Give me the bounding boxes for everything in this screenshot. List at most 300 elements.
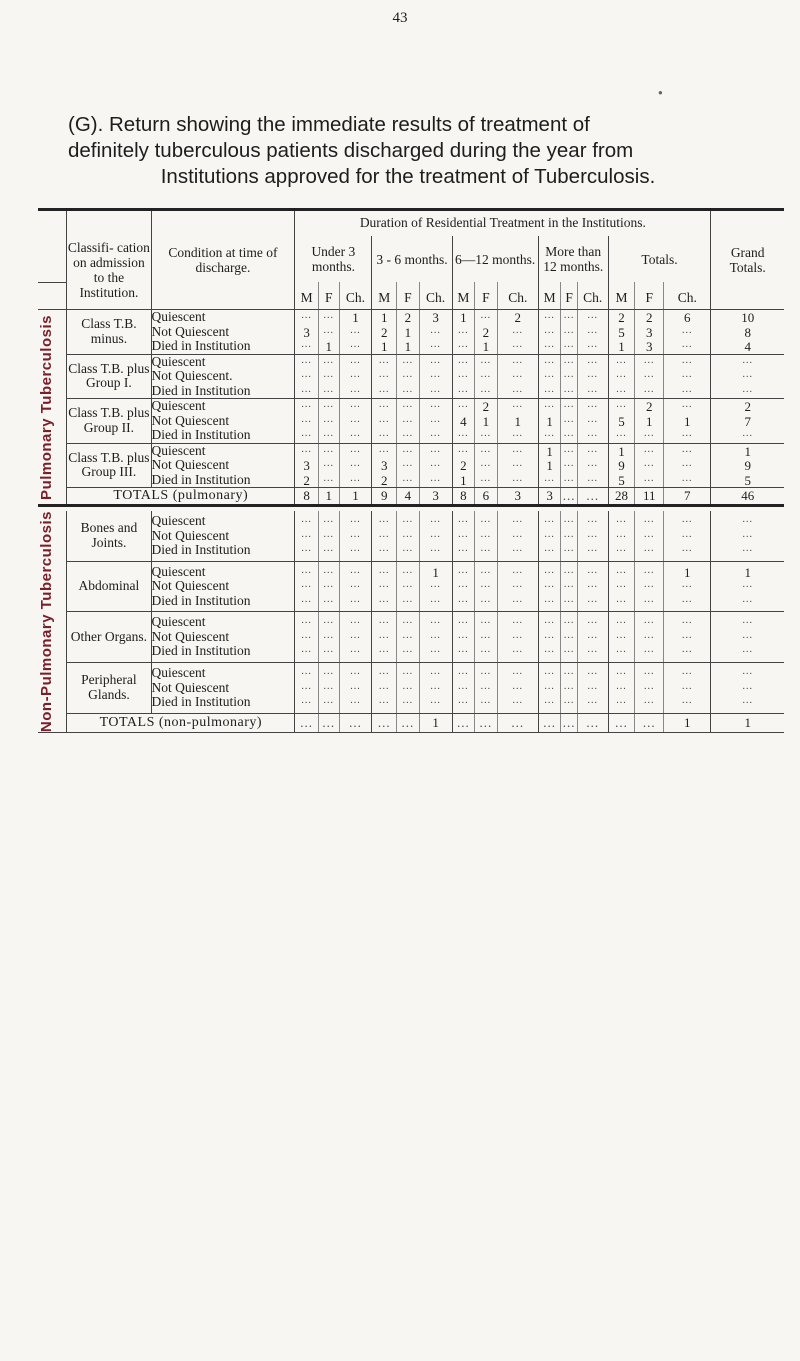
value: ... <box>458 428 469 439</box>
value: ... <box>587 472 598 484</box>
value: ... <box>616 629 627 641</box>
value-cell <box>397 663 420 714</box>
value: ... <box>430 579 441 591</box>
value: ... <box>682 428 693 439</box>
value: ... <box>616 528 627 540</box>
classification-cell: Bones and Joints. <box>67 511 151 561</box>
value-cell <box>608 561 635 612</box>
value: 3 <box>303 458 310 473</box>
value: 1 <box>432 564 439 580</box>
value: 3 <box>645 324 653 340</box>
value: ... <box>480 644 492 656</box>
value: ... <box>301 695 312 707</box>
non-pulmonary-side-label <box>38 511 67 733</box>
value: ... <box>458 514 469 526</box>
value: ... <box>587 514 598 526</box>
value: ... <box>742 514 753 526</box>
results-table <box>38 208 784 733</box>
value: ... <box>643 428 655 439</box>
value: ... <box>350 629 361 641</box>
value-cell <box>372 310 397 355</box>
value: ... <box>323 383 334 395</box>
value: ... <box>430 615 441 627</box>
value: ... <box>563 354 575 366</box>
value: ... <box>742 593 753 605</box>
value: ... <box>643 383 655 395</box>
value: ... <box>616 593 627 605</box>
value: ... <box>430 528 441 540</box>
value: ... <box>480 369 492 380</box>
value: ... <box>643 644 655 656</box>
value-cell <box>295 310 319 355</box>
value: 1 <box>744 564 751 580</box>
value: 1 <box>684 564 691 580</box>
value: ... <box>563 324 575 336</box>
value: ... <box>512 399 524 410</box>
condition-cell <box>151 663 295 714</box>
value-cell <box>295 354 319 399</box>
value: ... <box>616 680 627 692</box>
value-cell <box>372 443 397 488</box>
value: ... <box>682 644 693 656</box>
value-cell <box>419 663 452 714</box>
value: ... <box>350 564 361 576</box>
value: ... <box>587 528 598 540</box>
value: ... <box>402 514 414 526</box>
condition-header: Condition at time of discharge. <box>151 210 295 310</box>
value: ... <box>458 615 469 627</box>
value: ... <box>378 443 390 455</box>
value: ... <box>430 458 441 469</box>
value: ... <box>323 564 334 576</box>
total-value: 1 <box>318 488 339 506</box>
total-value: 1 <box>711 713 784 732</box>
value: 6 <box>684 310 691 325</box>
condition-label: Not Quiescent <box>151 412 230 428</box>
value-cell <box>711 399 784 444</box>
value: ... <box>587 413 598 425</box>
value-cell <box>318 399 339 444</box>
total-value: ... <box>577 713 608 732</box>
value-cell <box>339 511 372 561</box>
value: ... <box>430 680 441 692</box>
value: ... <box>430 413 441 425</box>
value-cell <box>635 354 664 399</box>
total-value: ... <box>608 713 635 732</box>
value: ... <box>458 644 469 656</box>
value: 1 <box>546 413 553 429</box>
total-value: ... <box>339 713 372 732</box>
value: ... <box>480 666 492 678</box>
value-cell <box>635 511 664 561</box>
value: ... <box>682 443 693 455</box>
value: ... <box>402 615 414 627</box>
value-cell <box>452 443 475 488</box>
value: ... <box>512 443 524 455</box>
value: ... <box>587 443 598 455</box>
sex-header: F <box>561 282 577 310</box>
value: ... <box>544 564 555 576</box>
value: ... <box>402 564 414 576</box>
sex-header: F <box>397 282 420 310</box>
value: ... <box>301 644 312 656</box>
table-row <box>38 612 784 663</box>
value: ... <box>742 543 753 555</box>
value: ... <box>480 543 492 555</box>
value: ... <box>350 399 361 410</box>
value: ... <box>301 443 312 455</box>
value: ... <box>480 695 492 707</box>
value: ... <box>682 458 693 469</box>
value-cell <box>538 443 561 488</box>
classification-cell: Abdominal <box>67 561 151 612</box>
value: 3 <box>380 458 388 473</box>
value: 1 <box>546 443 553 459</box>
value: ... <box>350 443 361 455</box>
value: ... <box>430 369 441 380</box>
3-6-header: 3 - 6 months. <box>372 236 452 282</box>
under-3-header: Under 3 months. <box>295 236 372 282</box>
value: 2 <box>404 310 412 325</box>
condition-label: Quiescent <box>151 309 206 324</box>
value: 1 <box>404 324 412 340</box>
value-cell <box>538 310 561 355</box>
value-cell <box>452 561 475 612</box>
value: ... <box>742 666 753 678</box>
condition-label: Quiescent <box>151 442 206 458</box>
value: ... <box>480 593 492 605</box>
value: ... <box>512 514 524 526</box>
value: ... <box>544 339 555 350</box>
value: ... <box>563 428 575 439</box>
total-value: ... <box>635 713 664 732</box>
value: ... <box>616 695 627 707</box>
value: ... <box>430 593 441 605</box>
condition-cell <box>151 399 295 444</box>
value: ... <box>480 514 492 526</box>
condition-cell <box>151 310 295 355</box>
value: ... <box>301 528 312 540</box>
value-cell <box>664 310 711 355</box>
value: ... <box>587 629 598 641</box>
value: 2 <box>460 458 467 473</box>
classification-cell: Class T.B. minus. <box>67 310 151 355</box>
value: ... <box>512 383 524 395</box>
value-cell <box>561 399 577 444</box>
value: ... <box>430 339 441 350</box>
value-cell <box>538 663 561 714</box>
value: 2 <box>380 324 388 340</box>
value-cell <box>475 663 498 714</box>
value: ... <box>587 354 598 366</box>
value-cell <box>339 399 372 444</box>
page-number: 43 <box>392 10 408 26</box>
value: ... <box>402 528 414 540</box>
total-value: 4 <box>397 488 420 506</box>
value-cell <box>419 443 452 488</box>
value: ... <box>402 543 414 555</box>
total-value: 46 <box>711 488 784 506</box>
value-cell <box>635 561 664 612</box>
value: ... <box>480 354 492 366</box>
value-cell <box>295 663 319 714</box>
value: ... <box>301 615 312 627</box>
value: ... <box>301 593 312 605</box>
value-cell <box>538 511 561 561</box>
value: ... <box>682 399 693 410</box>
value-cell <box>475 612 498 663</box>
value-cell <box>497 561 538 612</box>
value: ... <box>301 579 312 591</box>
value: 2 <box>645 310 653 325</box>
value: ... <box>402 472 414 484</box>
value: ... <box>350 458 361 469</box>
value-cell <box>711 443 784 488</box>
value-cell <box>497 612 538 663</box>
value: ... <box>301 310 312 321</box>
value: ... <box>350 369 361 380</box>
value-cell <box>561 561 577 612</box>
sex-header: Ch. <box>339 282 372 310</box>
value: ... <box>323 593 334 605</box>
condition-label: Died in Institution <box>151 338 251 353</box>
value: ... <box>323 472 334 484</box>
condition-label: Quiescent <box>151 353 206 369</box>
value: ... <box>616 354 627 366</box>
table-row <box>38 443 784 488</box>
value: ... <box>742 680 753 692</box>
title-line-3: Institutions approved for the treatment of Tuberculosis. <box>160 165 656 188</box>
total-value: ... <box>372 713 397 732</box>
total-value: ... <box>318 713 339 732</box>
value: ... <box>402 680 414 692</box>
value-cell <box>561 310 577 355</box>
value: ... <box>544 514 555 526</box>
value: 2 <box>514 310 522 325</box>
value: ... <box>480 310 492 321</box>
value: 1 <box>684 413 691 429</box>
value: 1 <box>482 413 490 429</box>
value: ... <box>544 666 555 678</box>
value-cell <box>561 511 577 561</box>
value: ... <box>563 399 575 410</box>
value: ... <box>544 644 555 656</box>
condition-cell <box>151 561 295 612</box>
value: ... <box>563 680 575 692</box>
non-pulmonary-totals-label: TOTALS (non-pulmonary) <box>67 713 295 732</box>
value: ... <box>616 369 627 380</box>
value: ... <box>323 615 334 627</box>
value: ... <box>563 458 575 469</box>
page-title <box>68 112 748 190</box>
total-value: 9 <box>372 488 397 506</box>
value: ... <box>350 472 361 484</box>
value-cell <box>475 511 498 561</box>
table-row <box>38 663 784 714</box>
value: ... <box>430 695 441 707</box>
value-cell <box>475 354 498 399</box>
value: ... <box>378 399 390 410</box>
value: ... <box>587 564 598 576</box>
value: ... <box>430 666 441 678</box>
value: 1 <box>325 339 332 354</box>
value-cell <box>452 399 475 444</box>
value: ... <box>643 666 655 678</box>
value: ... <box>378 644 390 656</box>
value-cell <box>664 561 711 612</box>
value-cell <box>372 612 397 663</box>
value: ... <box>544 695 555 707</box>
value: ... <box>512 354 524 366</box>
value: ... <box>742 383 753 395</box>
value: ... <box>682 629 693 641</box>
side-header-blank <box>38 210 67 283</box>
total-value: 8 <box>452 488 475 506</box>
value-cell <box>318 511 339 561</box>
value: ... <box>323 399 334 410</box>
value: ... <box>544 472 555 484</box>
value: 2 <box>482 324 490 340</box>
pulmonary-totals-label: TOTALS (pulmonary) <box>67 488 295 506</box>
value: ... <box>402 695 414 707</box>
value: 2 <box>380 472 388 488</box>
value-cell <box>538 354 561 399</box>
value: ... <box>512 644 524 656</box>
value-cell <box>419 511 452 561</box>
value: ... <box>563 644 575 656</box>
value: ... <box>350 339 361 350</box>
value: ... <box>643 514 655 526</box>
value: ... <box>544 629 555 641</box>
condition-label: Not Quiescent <box>151 527 230 543</box>
value: ... <box>682 324 693 336</box>
value-cell <box>397 561 420 612</box>
value: ... <box>378 369 390 380</box>
value-cell <box>318 310 339 355</box>
pulmonary-side-label <box>38 310 67 506</box>
title-line-2: definitely tuberculous patients discharged during the year from <box>68 139 634 162</box>
value-cell <box>711 310 784 355</box>
sex-header: M <box>538 282 561 310</box>
condition-label: Died in Institution <box>151 592 251 608</box>
value: ... <box>512 339 524 350</box>
value: ... <box>587 399 598 410</box>
pulmonary-totals-row <box>38 488 784 506</box>
value: ... <box>378 579 390 591</box>
value: ... <box>544 615 555 627</box>
value: ... <box>301 369 312 380</box>
value: ... <box>323 528 334 540</box>
value-cell <box>475 443 498 488</box>
value: ... <box>480 383 492 395</box>
value: ... <box>458 593 469 605</box>
value: ... <box>458 695 469 707</box>
value: ... <box>682 579 693 591</box>
value: ... <box>480 458 492 469</box>
condition-label: Died in Institution <box>151 382 251 398</box>
value-cell <box>608 399 635 444</box>
value: ... <box>350 615 361 627</box>
value-cell <box>664 511 711 561</box>
value: ... <box>512 695 524 707</box>
sex-header: Ch. <box>577 282 608 310</box>
value-cell <box>339 310 372 355</box>
value-cell <box>452 310 475 355</box>
value-cell <box>419 399 452 444</box>
value: ... <box>350 680 361 692</box>
total-value: ... <box>561 713 577 732</box>
value-cell <box>664 399 711 444</box>
value: ... <box>587 680 598 692</box>
value-cell <box>577 663 608 714</box>
condition-label: Died in Institution <box>151 542 251 558</box>
value-cell <box>339 354 372 399</box>
value-cell <box>339 663 372 714</box>
value: 1 <box>744 443 751 459</box>
value: ... <box>350 543 361 555</box>
value: ... <box>512 324 524 336</box>
value: ... <box>301 428 312 439</box>
value: 3 <box>645 339 653 354</box>
condition-label: Died in Institution <box>151 643 251 659</box>
condition-label: Quiescent <box>151 614 206 630</box>
value: ... <box>616 399 627 410</box>
value: ... <box>323 680 334 692</box>
value: 3 <box>432 310 439 325</box>
value: 1 <box>352 310 359 325</box>
value: ... <box>301 383 312 395</box>
value: ... <box>480 428 492 439</box>
value-cell <box>475 399 498 444</box>
value: ... <box>742 615 753 627</box>
value: ... <box>512 680 524 692</box>
value: ... <box>378 514 390 526</box>
value: ... <box>544 354 555 366</box>
value-cell <box>372 511 397 561</box>
value: ... <box>378 543 390 555</box>
value: ... <box>402 593 414 605</box>
value: ... <box>563 629 575 641</box>
value: ... <box>480 615 492 627</box>
value: ... <box>350 354 361 366</box>
value-cell <box>608 310 635 355</box>
value: ... <box>480 472 492 484</box>
value-cell <box>664 612 711 663</box>
value-cell <box>372 561 397 612</box>
value: ... <box>512 428 524 439</box>
value: ... <box>301 514 312 526</box>
value: ... <box>563 579 575 591</box>
value: ... <box>643 579 655 591</box>
value-cell <box>608 354 635 399</box>
value-cell <box>497 443 538 488</box>
value: ... <box>458 443 469 455</box>
value-cell <box>497 354 538 399</box>
more-12-header: More than 12 months. <box>538 236 608 282</box>
value: ... <box>323 443 334 455</box>
value-cell <box>397 612 420 663</box>
value: 1 <box>546 458 553 473</box>
sex-header: F <box>475 282 498 310</box>
value: ... <box>512 564 524 576</box>
classification-cell: Class T.B. plus Group I. <box>67 354 151 399</box>
value: ... <box>301 564 312 576</box>
value: ... <box>643 564 655 576</box>
value: ... <box>458 324 469 336</box>
classification-cell: Other Organs. <box>67 612 151 663</box>
value: ... <box>350 695 361 707</box>
value-cell <box>711 354 784 399</box>
